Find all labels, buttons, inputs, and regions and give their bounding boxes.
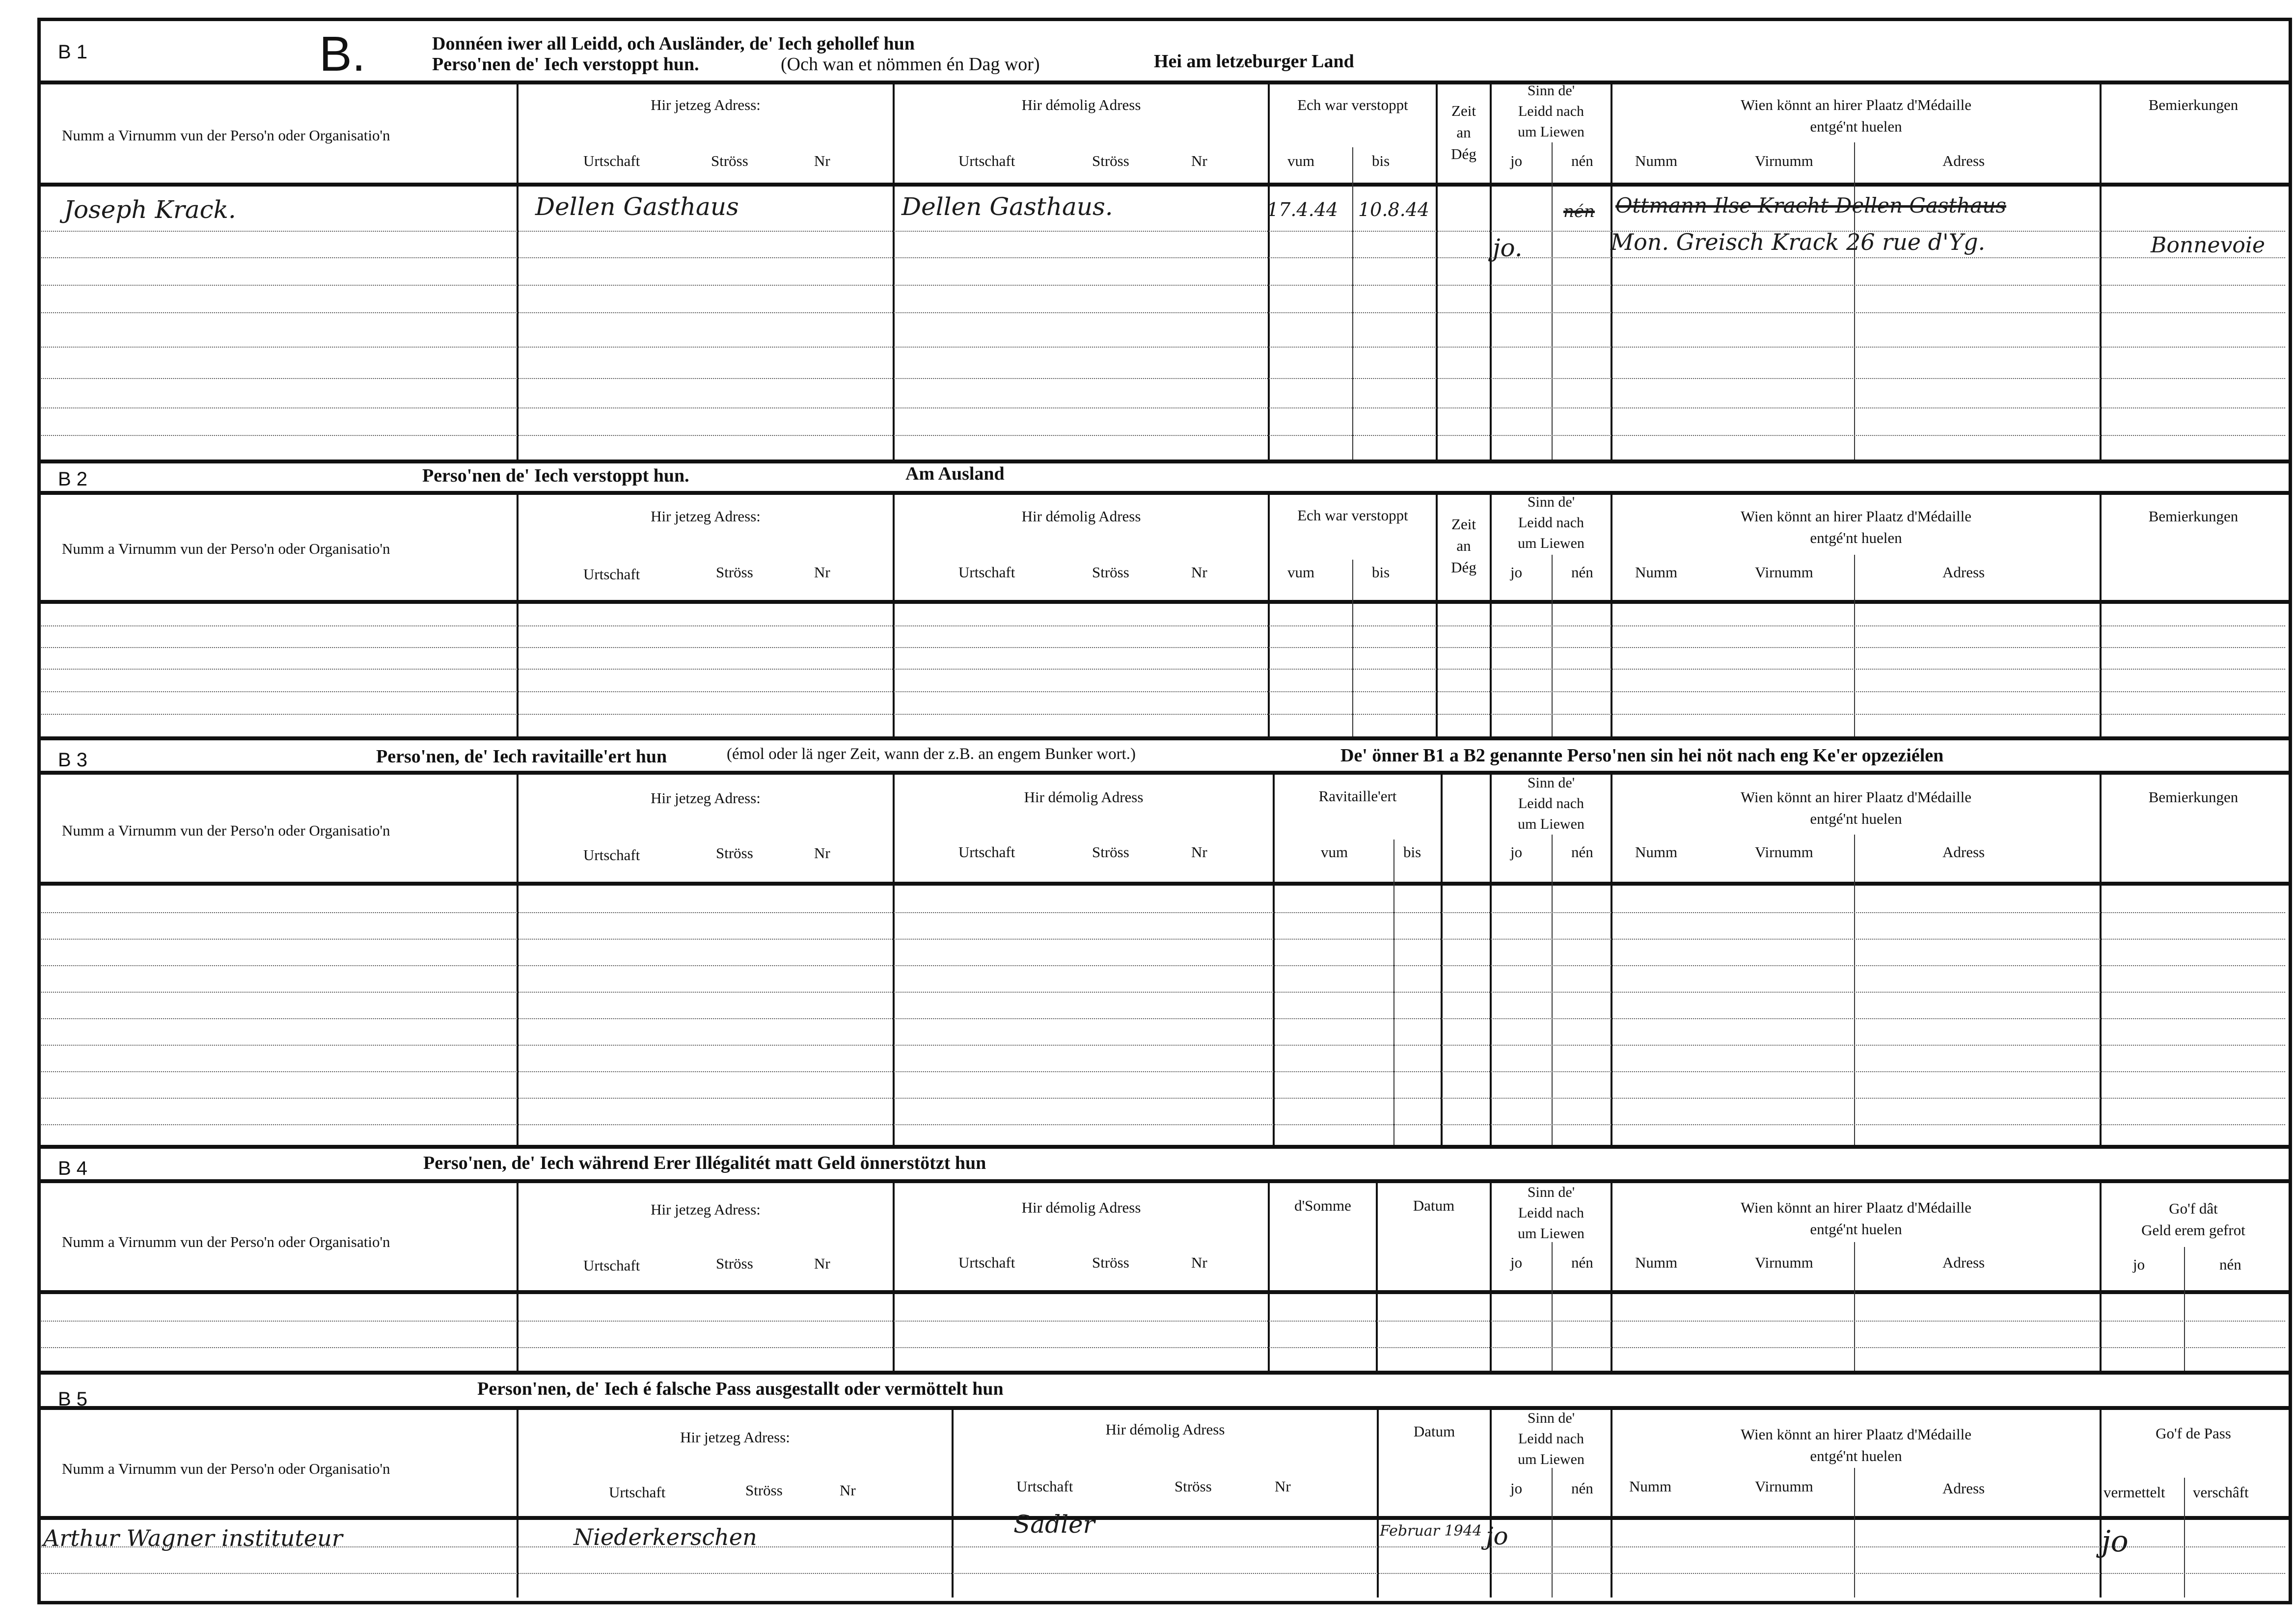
- b2-yes-header: jo: [1510, 564, 1523, 581]
- b5-former-locality-header: Urtschaft: [1016, 1478, 1073, 1495]
- b1-time-header-2: an: [1456, 124, 1471, 141]
- b5-entry-former-address: Sadler: [1013, 1510, 1095, 1539]
- b1-title-line2a: Perso'nen de' Iech verstoppt hun.: [432, 54, 699, 75]
- b2-col-sep: [1552, 555, 1553, 736]
- b1-title-line2c: Hei am letzeburger Land: [1154, 51, 1354, 72]
- b4-refund-header-1: Go'f dât: [2169, 1200, 2218, 1217]
- b1-street-header: Ströss: [711, 152, 748, 169]
- b1-header-top-rule: [37, 81, 2289, 84]
- b1-time-header-3: Dég: [1451, 145, 1476, 162]
- b1-section-end-rule: [37, 460, 2289, 463]
- b4-street-header: Ströss: [716, 1255, 753, 1272]
- b1-entry-name: Joseph Krack.: [64, 195, 236, 224]
- b1-row-rule: [41, 378, 2285, 379]
- b2-to-header: bis: [1372, 564, 1390, 581]
- b5-col-sep: [1552, 1468, 1553, 1597]
- b2-current-address-header: Hir jetzeg Adress:: [651, 508, 761, 525]
- b3-supplied-header: Ravitaille'ert: [1318, 787, 1397, 805]
- b1-to-header: bis: [1372, 152, 1390, 169]
- b2-no-header: nén: [1571, 564, 1593, 581]
- b1-label: B 1: [58, 41, 88, 63]
- b3-col-sep: [893, 771, 895, 1145]
- b5-label: B 5: [58, 1388, 88, 1410]
- b1-entry-medal-struck: Ottmann Ilse Kracht Dellen Gasthaus: [1615, 193, 2006, 217]
- b3-address-header: Adress: [1942, 843, 1985, 861]
- b3-row-rule: [41, 1098, 2285, 1099]
- b5-current-address-header: Hir jetzeg Adress:: [680, 1429, 790, 1446]
- b1-remarks-header: Bemierkungen: [2148, 96, 2239, 113]
- b1-alive-header-1: Sinn de': [1527, 82, 1575, 99]
- b2-medal-header-2: entgé'nt huelen: [1810, 529, 1902, 546]
- b5-alive-header-1: Sinn de': [1527, 1410, 1575, 1426]
- b3-from-header: vum: [1321, 843, 1348, 861]
- b4-header-bottom-rule: [37, 1290, 2289, 1294]
- b1-entry-alive-yes: jo.: [1493, 234, 1523, 262]
- b4-row-rule: [41, 1347, 2285, 1348]
- b1-row-rule: [41, 407, 2285, 408]
- form-letter: B.: [319, 27, 366, 81]
- b5-yes-header: jo: [1510, 1480, 1523, 1497]
- b2-label: B 2: [58, 468, 88, 490]
- b4-alive-header-3: um Liewen: [1518, 1225, 1584, 1242]
- b2-former-address-header: Hir démolig Adress: [1021, 508, 1141, 525]
- b2-remarks-header: Bemierkungen: [2148, 508, 2239, 525]
- b3-yes-header: jo: [1510, 843, 1523, 861]
- b1-entry-from: 17.4.44: [1267, 199, 1338, 220]
- b3-col-sep: [1441, 771, 1443, 1145]
- b3-row-rule: [41, 992, 2285, 993]
- b4-former-number-header: Nr: [1191, 1254, 1207, 1271]
- b4-title: Perso'nen, de' Iech während Erer Illégalitét matt Geld önnerstötzt hun: [423, 1153, 986, 1173]
- b5-former-street-header: Ströss: [1174, 1478, 1212, 1495]
- b3-no-header: nén: [1571, 843, 1593, 861]
- b3-section-end-rule: [37, 1145, 2289, 1149]
- b1-row-rule: [41, 285, 2285, 286]
- b3-title-c: De' önner B1 a B2 genannte Perso'nen sin hei nöt nach eng Ke'er opzeziélen: [1340, 745, 1944, 766]
- b2-title-b: Am Ausland: [905, 463, 1005, 484]
- b4-alive-header-1: Sinn de': [1527, 1184, 1575, 1200]
- b4-section-end-rule: [37, 1371, 2289, 1375]
- b1-firstname-header: Virnumm: [1755, 152, 1813, 169]
- b2-former-number-header: Nr: [1191, 564, 1207, 581]
- b3-firstname-header: Virnumm: [1755, 843, 1813, 861]
- b3-col-sep: [1611, 771, 1612, 1145]
- b5-row-rule: [41, 1573, 2285, 1574]
- b4-name-header: Numm a Virnumm vun der Perso'n oder Organisatio'n: [62, 1233, 390, 1250]
- b5-col-sep: [1854, 1468, 1855, 1597]
- b5-header-top-rule: [37, 1406, 2289, 1410]
- b4-col-sep: [2184, 1247, 2185, 1371]
- b5-firstname-header: Virnumm: [1755, 1478, 1813, 1495]
- b1-locality-header: Urtschaft: [583, 152, 640, 169]
- b2-number-header: Nr: [814, 564, 830, 581]
- b5-no-header: nén: [1571, 1480, 1593, 1497]
- b1-title-line1: Donnéen iwer all Leidd, och Ausländer, de' Iech gehollef hun: [432, 33, 915, 54]
- b2-address-header: Adress: [1942, 564, 1985, 581]
- b1-row-rule: [41, 312, 2285, 313]
- b2-alive-header-2: Leidd nach: [1518, 514, 1584, 531]
- b4-former-address-header: Hir démolig Adress: [1021, 1199, 1141, 1216]
- b3-former-locality-header: Urtschaft: [958, 843, 1015, 861]
- b5-medal-header-1: Wien könnt an hirer Plaatz d'Médaille: [1740, 1426, 1972, 1443]
- b4-header-top-rule: [37, 1179, 2289, 1183]
- b2-section-end-rule: [37, 736, 2289, 740]
- b5-entry-current-address: Niederkerschen: [574, 1524, 757, 1550]
- b4-yes-header: jo: [1510, 1254, 1523, 1271]
- b5-header-bottom-rule: [37, 1516, 2289, 1520]
- b1-col-sep: [1352, 147, 1353, 460]
- b1-row-rule: [41, 435, 2285, 436]
- b2-time-header-3: Dég: [1451, 559, 1476, 576]
- b3-locality-header: Urtschaft: [583, 846, 640, 864]
- b3-row-rule: [41, 1124, 2285, 1125]
- b3-row-rule: [41, 1071, 2285, 1072]
- b1-former-number-header: Nr: [1191, 152, 1207, 169]
- b4-label: B 4: [58, 1158, 88, 1179]
- b5-address-header: Adress: [1942, 1480, 1985, 1497]
- b1-entry-remarks: Bonnevoie: [2151, 233, 2265, 258]
- b4-date-header: Datum: [1413, 1197, 1455, 1214]
- b2-alive-header-1: Sinn de': [1527, 494, 1575, 510]
- b2-row-rule: [41, 691, 2285, 692]
- b1-entry-current-address: Dellen Gasthaus: [535, 192, 739, 221]
- b3-header-bottom-rule: [37, 882, 2289, 886]
- b5-col-sep: [2184, 1478, 2185, 1597]
- b3-street-header: Ströss: [716, 844, 753, 862]
- b4-refund-header-2: Geld erem gefrot: [2141, 1221, 2245, 1239]
- b4-former-locality-header: Urtschaft: [958, 1254, 1015, 1271]
- b5-entry-pass-mediated: jo: [2102, 1524, 2129, 1559]
- b5-entry-date: Februar 1944: [1380, 1522, 1482, 1540]
- b1-col-sep: [2100, 81, 2102, 460]
- b3-label: B 3: [58, 749, 88, 771]
- b5-entry-alive-yes: jo: [1486, 1522, 1508, 1550]
- b3-current-address-header: Hir jetzeg Adress:: [651, 789, 761, 807]
- b5-date-header: Datum: [1413, 1423, 1455, 1440]
- b2-col-sep: [517, 491, 519, 736]
- b2-col-sep: [893, 491, 895, 736]
- b2-col-sep: [1854, 555, 1855, 736]
- b3-medal-header-1: Wien könnt an hirer Plaatz d'Médaille: [1740, 788, 1972, 806]
- b4-col-sep: [1552, 1242, 1553, 1371]
- b4-refund-yes-header: jo: [2133, 1256, 2145, 1273]
- b2-street-header: Ströss: [716, 564, 753, 581]
- b5-mediated-header: vermettelt: [2103, 1484, 2165, 1501]
- b2-time-header-1: Zeit: [1451, 515, 1476, 533]
- b5-medal-header-2: entgé'nt huelen: [1810, 1447, 1902, 1464]
- b1-alive-header-2: Leidd nach: [1518, 103, 1584, 119]
- b1-col-sep: [1611, 81, 1612, 460]
- b4-no-header: nén: [1571, 1254, 1593, 1271]
- b1-hidden-header: Ech war verstoppt: [1297, 96, 1408, 113]
- b4-former-street-header: Ströss: [1092, 1254, 1129, 1271]
- b1-col-sep: [1552, 142, 1553, 460]
- b2-surname-header: Numm: [1635, 564, 1678, 581]
- b2-from-header: vum: [1287, 564, 1315, 581]
- b3-alive-header-2: Leidd nach: [1518, 795, 1584, 812]
- b1-col-sep: [893, 81, 895, 460]
- b3-alive-header-3: um Liewen: [1518, 816, 1584, 832]
- b4-surname-header: Numm: [1635, 1254, 1678, 1271]
- b5-former-address-header: Hir démolig Adress: [1105, 1421, 1225, 1438]
- b4-medal-header-1: Wien könnt an hirer Plaatz d'Médaille: [1740, 1199, 1972, 1216]
- b3-row-rule: [41, 912, 2285, 913]
- b1-alive-header-3: um Liewen: [1518, 124, 1584, 140]
- b4-alive-header-2: Leidd nach: [1518, 1205, 1584, 1221]
- b2-header-bottom-rule: [37, 600, 2289, 604]
- b2-col-sep: [2100, 491, 2102, 736]
- b1-former-address-header: Hir démolig Adress: [1021, 96, 1141, 113]
- b4-firstname-header: Virnumm: [1755, 1254, 1813, 1271]
- b5-alive-header-3: um Liewen: [1518, 1451, 1584, 1467]
- b5-name-header: Numm a Virnumm vun der Perso'n oder Organisatio'n: [62, 1460, 390, 1477]
- b3-row-rule: [41, 1018, 2285, 1019]
- b3-surname-header: Numm: [1635, 843, 1678, 861]
- b2-time-header-2: an: [1456, 537, 1471, 554]
- b3-col-sep: [2100, 771, 2102, 1145]
- b1-name-header: Numm a Virnumm vun der Perso'n oder Organisatio'n: [62, 127, 390, 144]
- b2-col-sep: [1268, 491, 1270, 736]
- b1-surname-header: Numm: [1635, 152, 1678, 169]
- b4-current-address-header: Hir jetzeg Adress:: [651, 1201, 761, 1218]
- b3-alive-header-1: Sinn de': [1527, 775, 1575, 791]
- b5-entry-name: Arthur Wagner instituteur: [43, 1525, 343, 1551]
- b4-number-header: Nr: [814, 1255, 830, 1272]
- b2-row-rule: [41, 647, 2285, 648]
- b2-col-sep: [1611, 491, 1612, 736]
- b5-title: Person'nen, de' Iech é falsche Pass ausgestallt oder vermöttelt hun: [477, 1379, 1004, 1399]
- b4-locality-header: Urtschaft: [583, 1257, 640, 1274]
- b1-entry-to: 10.8.44: [1358, 199, 1430, 220]
- b1-number-header: Nr: [814, 152, 830, 169]
- b5-pass-header: Go'f de Pass: [2156, 1425, 2231, 1442]
- b2-col-sep: [1352, 560, 1353, 736]
- b1-address-header: Adress: [1942, 152, 1985, 169]
- b3-col-sep: [1273, 771, 1275, 1145]
- b1-entry-alive-no-struck: nén: [1563, 202, 1595, 221]
- b4-row-rule: [41, 1321, 2285, 1322]
- b4-medal-header-2: entgé'nt huelen: [1810, 1220, 1902, 1238]
- b1-col-sep: [517, 81, 519, 460]
- b3-title-b: (émol oder lä nger Zeit, wann der z.B. an engem Bunker wort.): [727, 745, 1136, 763]
- b3-col-sep: [517, 771, 519, 1145]
- b1-former-street-header: Ströss: [1092, 152, 1129, 169]
- b3-row-rule: [41, 965, 2285, 966]
- b1-no-header: nén: [1571, 152, 1593, 169]
- b4-address-header: Adress: [1942, 1254, 1985, 1271]
- b1-yes-header: jo: [1510, 152, 1523, 169]
- b2-former-locality-header: Urtschaft: [958, 564, 1015, 581]
- b3-name-header: Numm a Virnumm vun der Perso'n oder Organisatio'n: [62, 822, 390, 839]
- b2-header-top-rule: [37, 491, 2289, 495]
- b5-issued-header: verschâft: [2193, 1484, 2249, 1501]
- b3-row-rule: [41, 939, 2285, 940]
- b4-refund-no-header: nén: [2219, 1256, 2241, 1273]
- b1-row-rule: [41, 257, 2285, 258]
- b2-title-a: Perso'nen de' Iech verstoppt hun.: [422, 465, 689, 486]
- b1-medal-header-2: entgé'nt huelen: [1810, 118, 1902, 135]
- b5-surname-header: Numm: [1629, 1478, 1672, 1495]
- b3-number-header: Nr: [814, 844, 830, 862]
- b4-col-sep: [1854, 1242, 1855, 1371]
- b1-former-locality-header: Urtschaft: [958, 152, 1015, 169]
- b5-row-rule: [41, 1546, 2285, 1547]
- b2-row-rule: [41, 669, 2285, 670]
- b3-row-rule: [41, 1045, 2285, 1046]
- b2-row-rule: [41, 625, 2285, 626]
- b5-number-header: Nr: [840, 1482, 856, 1499]
- b1-row-rule: [41, 347, 2285, 348]
- b3-title-a: Perso'nen, de' Iech ravitaille'ert hun: [376, 746, 667, 767]
- b1-entry-medal-line2: Mon. Greisch Krack 26 rue d'Yg.: [1611, 229, 1986, 255]
- b1-header-bottom-rule: [37, 183, 2289, 187]
- b1-entry-former-address: Dellen Gasthaus.: [901, 192, 1113, 221]
- b1-title-line2b: (Och wan et nömmen én Dag wor): [781, 54, 1040, 75]
- b1-from-header: vum: [1287, 152, 1315, 169]
- b1-col-sep: [1268, 81, 1270, 460]
- b5-alive-header-2: Leidd nach: [1518, 1431, 1584, 1447]
- b2-row-rule: [41, 714, 2285, 715]
- b2-former-street-header: Ströss: [1092, 564, 1129, 581]
- b1-current-address-header: Hir jetzeg Adress:: [651, 96, 761, 113]
- b3-remarks-header: Bemierkungen: [2148, 788, 2239, 806]
- b1-medal-header-1: Wien könnt an hirer Plaatz d'Médaille: [1740, 96, 1972, 113]
- b3-former-number-header: Nr: [1191, 843, 1207, 861]
- b1-col-sep: [1854, 142, 1855, 460]
- b5-street-header: Ströss: [745, 1482, 783, 1499]
- b3-medal-header-2: entgé'nt huelen: [1810, 810, 1902, 827]
- b2-alive-header-3: um Liewen: [1518, 535, 1584, 551]
- b2-firstname-header: Virnumm: [1755, 564, 1813, 581]
- b2-medal-header-1: Wien könnt an hirer Plaatz d'Médaille: [1740, 508, 1972, 525]
- b2-locality-header: Urtschaft: [583, 566, 640, 583]
- b3-header-top-rule: [37, 771, 2289, 775]
- b4-sum-header: d'Somme: [1294, 1197, 1351, 1214]
- b5-former-number-header: Nr: [1275, 1478, 1291, 1495]
- b1-time-header-1: Zeit: [1451, 102, 1476, 119]
- b5-locality-header: Urtschaft: [609, 1484, 666, 1501]
- b3-former-street-header: Ströss: [1092, 843, 1129, 861]
- b2-name-header: Numm a Virnumm vun der Perso'n oder Organisatio'n: [62, 540, 390, 557]
- b2-hidden-header: Ech war verstoppt: [1297, 507, 1408, 524]
- b3-to-header: bis: [1403, 843, 1421, 861]
- b3-former-address-header: Hir démolig Adress: [1024, 788, 1144, 806]
